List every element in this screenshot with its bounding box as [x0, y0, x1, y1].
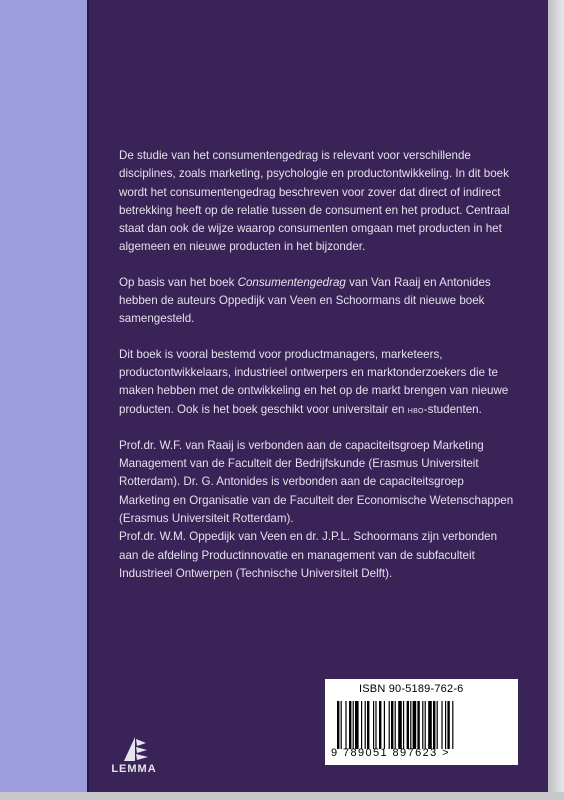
paragraph-intro: De studie van het consumentengedrag is relevant voor verschillende disciplines, zoals marketing, psychologie en productontwikkeling. In dit boek wordt het consumentengedrag beschreven voor zover dat direct of indirect betrekking heeft op de relatie tussen de consument en het product. Centraal staat dan ook de wijze waarop consumenten omgaan met producten in het algemeen en nieuwe producten in het bijzonder. — [119, 149, 510, 254]
spine-divider — [87, 0, 89, 792]
audience-text-2: -studenten. — [423, 402, 482, 416]
barcode-bar — [413, 701, 417, 749]
page-edge — [548, 0, 564, 800]
barcode-bar — [353, 701, 354, 749]
lemma-logo-icon — [120, 733, 150, 763]
barcode-bar — [452, 701, 453, 749]
barcode-bar — [365, 701, 366, 749]
barcode-bar — [361, 701, 362, 749]
barcode-bar — [341, 701, 342, 749]
isbn-text: ISBN 90-5189-762-6 — [359, 683, 464, 695]
barcode-bar — [345, 701, 346, 749]
paragraph-authors-1: Prof.dr. W.F. van Raaij is verbonden aan de capaciteitsgroep Marketing Management van de Faculteit der Bedrijfskunde (Erasmus Universiteit Rotterdam). Dr. G. Antonides is verbonden aan de capaciteitsgroep Marketing en Organisatie van de Faculteit der Economische Wetenschappen (Erasmus Universiteit Rotterdam). — [119, 438, 514, 526]
barcode-bar — [433, 701, 435, 749]
barcode-bar — [355, 701, 359, 749]
bottom-edge — [0, 792, 564, 800]
barcode-bar — [379, 701, 381, 749]
barcode-bars — [337, 701, 505, 749]
barcode-bar — [428, 701, 432, 749]
barcode-bar — [391, 701, 393, 749]
barcode-bar — [441, 701, 442, 749]
barcode-bar — [425, 701, 426, 749]
barcode-bar — [395, 701, 396, 749]
barcode-bar — [367, 701, 369, 749]
barcode-bar — [373, 701, 374, 749]
barcode-bar — [403, 701, 404, 749]
barcode-bar — [422, 701, 423, 749]
barcode-bar — [384, 701, 385, 749]
barcode-bar — [417, 701, 419, 749]
publisher-name: LEMMA — [111, 763, 157, 775]
paragraph-authors-2: Prof.dr. W.M. Oppedijk van Veen en dr. J.P.L. Schoormans zijn verbonden aan de afdeling Productinnovatie en management van de subfaculteit Industrieel Ontwerpen (Technische Universiteit Delft). — [119, 530, 498, 580]
isbn-barcode — [325, 679, 518, 765]
barcode-bar — [349, 701, 351, 749]
barcode-bar — [437, 701, 438, 749]
barcode-bar — [389, 701, 390, 749]
barcode-bar — [398, 701, 402, 749]
origin-text-2: van Van Raaij en Antonides hebben de auteurs Oppedijk van Veen en Schoormans dit nieuwe boek samengesteld. — [119, 275, 491, 326]
audience-text-1: Dit boek is vooral bestemd voor productmanagers, marketeers, productontwikkelaars, industrieel ontwerpers en marktonderzoekers die te maken hebben met de ontwikkeling en het op de markt brengen van nieuwe producten. Ook is het boek geschikt voor universitair en — [119, 347, 509, 416]
cover-spine-band — [0, 0, 87, 792]
barcode-bar — [375, 701, 376, 749]
barcode-bar — [410, 701, 411, 749]
publisher-logo — [104, 733, 164, 783]
barcode-bar — [447, 701, 449, 749]
barcode-digits: 9 789051 897623 > — [331, 747, 450, 759]
origin-text-1: Op basis van het boek — [119, 275, 238, 289]
paragraph-origin — [119, 274, 514, 329]
barcode-bar — [337, 701, 339, 749]
barcode-bar — [445, 701, 446, 749]
paragraph-audience — [119, 346, 514, 420]
barcode-bar — [407, 701, 409, 749]
origin-book-title: Consumentengedrag — [237, 275, 346, 289]
blurb-text — [119, 147, 514, 583]
audience-hbo: hbo — [407, 404, 424, 416]
